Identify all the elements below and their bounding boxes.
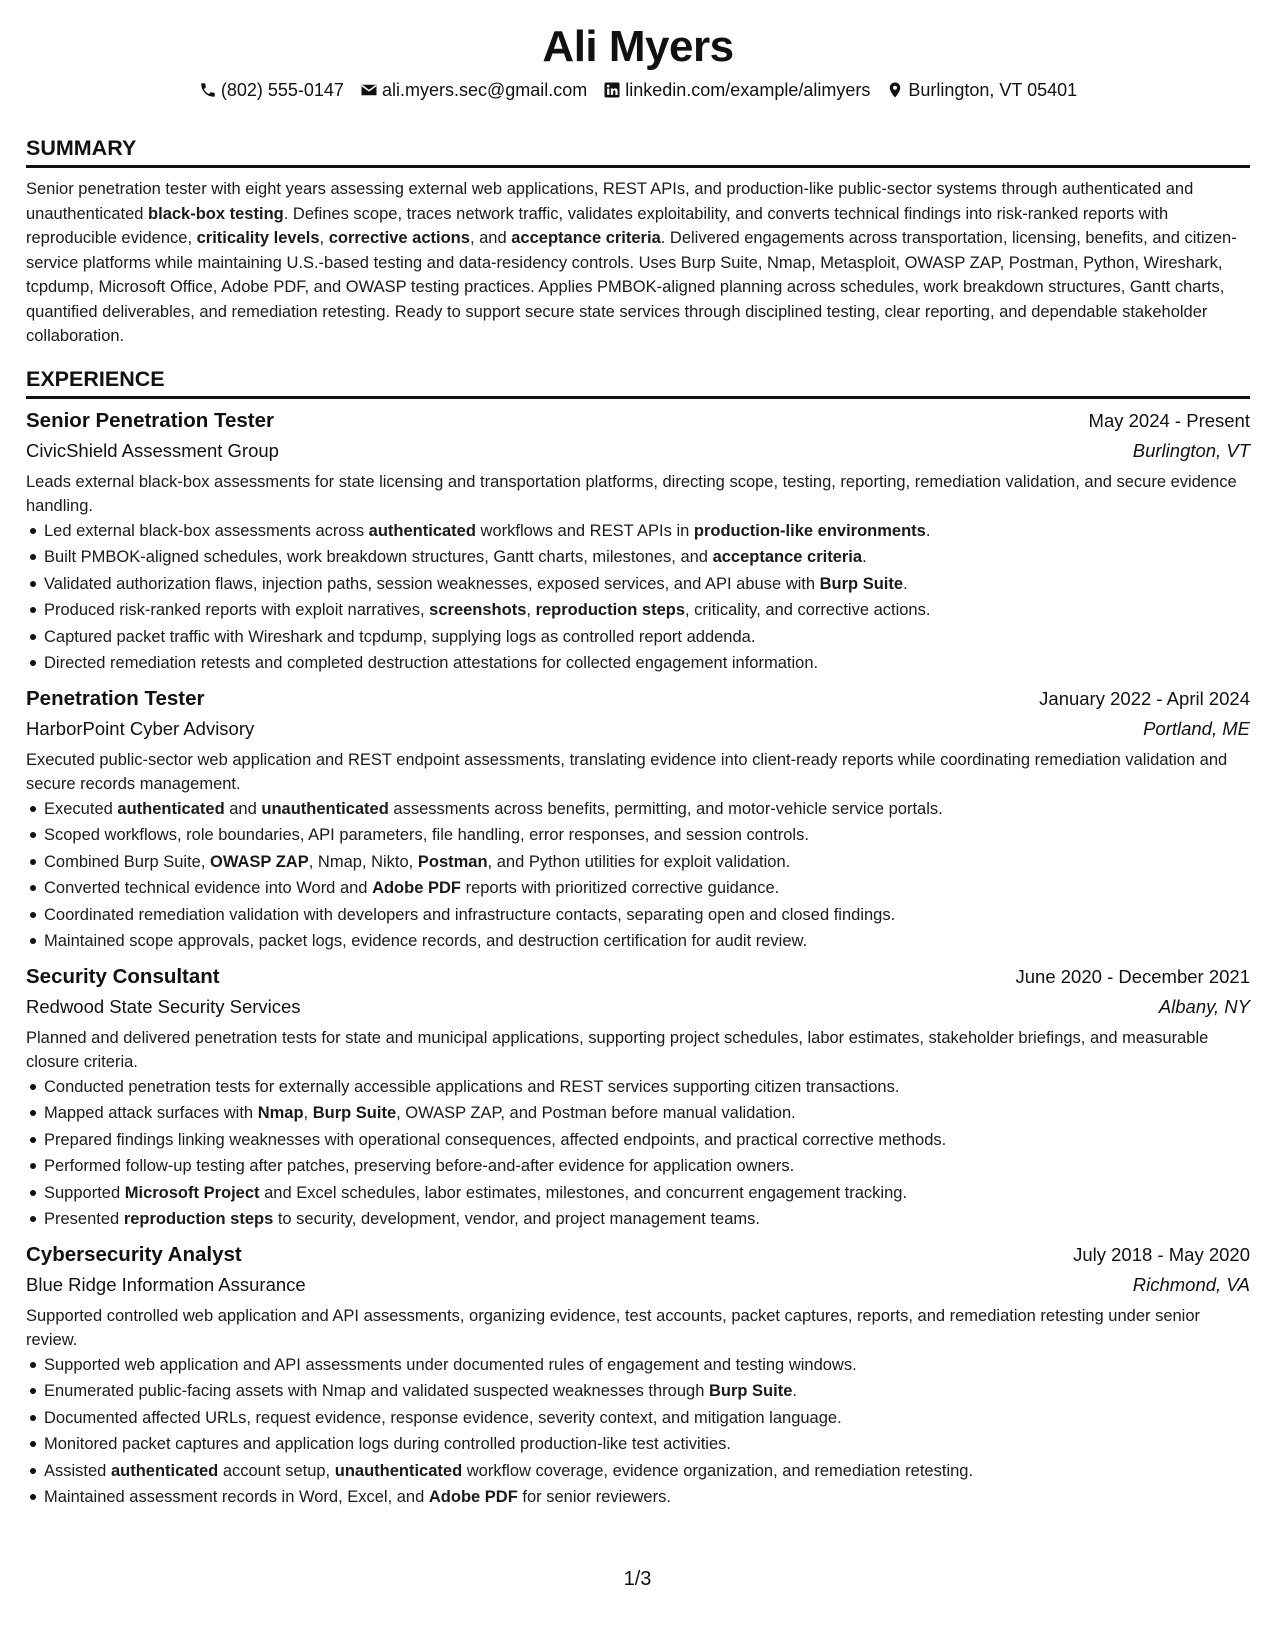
text-run: reports with prioritized corrective guidance.	[460, 879, 780, 897]
bold-text: Burp Suite	[708, 1382, 793, 1400]
job-location: Albany, NY	[1158, 995, 1250, 1017]
text-run: Captured packet traffic with Wireshark and tcpdump, supplying logs as controlled report addenda.	[44, 627, 756, 646]
bullet-item	[44, 1180, 1250, 1207]
bullet-item	[44, 796, 1250, 823]
text-run: workflow coverage, evidence organization, and remediation retesting.	[462, 1461, 974, 1480]
contact-linkedin[interactable]	[603, 78, 870, 102]
job-dates: June 2020 - December 2021	[1015, 965, 1250, 987]
text-run: workflows and REST APIs in	[475, 521, 694, 540]
job-title: Cybersecurity Analyst	[26, 1242, 242, 1266]
job-company-row	[26, 1270, 1250, 1300]
job-entry	[26, 684, 1250, 955]
bold-text: OWASP ZAP	[210, 852, 309, 871]
job-description: Executed public-sector web application and REST endpoint assessments, translating evidence into client-ready reports while coordinating remediation validation and secure records management.	[26, 750, 1228, 793]
bullet-item	[44, 1484, 1250, 1511]
text-run: Monitored packet captures and application logs during controlled production-like test activities.	[44, 1435, 731, 1453]
bold-text: reproduction steps	[123, 1210, 274, 1228]
text-run: Senior penetration tester with eight years assessing external web applications, REST APIs, and production-like public-sector systems through authenticated and unauthenticated	[26, 180, 1194, 223]
job-company-row	[26, 436, 1250, 466]
job-header	[26, 962, 1250, 992]
location-text: Burlington, VT 05401	[908, 80, 1078, 100]
text-run: Assisted	[44, 1461, 111, 1480]
bullet-item	[44, 1405, 1250, 1432]
bold-text: Burp Suite	[819, 574, 904, 593]
text-run: Maintained assessment records in Word, Excel, and	[44, 1488, 429, 1506]
job-description: Supported controlled web application and API assessments, organizing evidence, test accounts, packet captures, reports, and remediation retesting under senior review.	[26, 1306, 1201, 1349]
text-run: Conducted penetration tests for externally accessible applications and REST services supporting citizen transactions.	[44, 1077, 900, 1096]
text-run: Converted technical evidence into Word and	[44, 879, 373, 897]
envelope-icon	[360, 81, 378, 99]
job-title: Penetration Tester	[26, 686, 205, 710]
bullet-item	[44, 822, 1250, 849]
text-run: Supported web application and API assessments under documented rules of engagement and testing windows.	[44, 1355, 857, 1374]
resume-content	[26, 18, 1250, 1511]
job-company: Redwood State Security Services	[26, 995, 301, 1017]
text-run: to security, development, vendor, and project management teams.	[273, 1210, 760, 1228]
bold-text: black-box testing	[148, 204, 284, 223]
bullet-item	[44, 544, 1250, 571]
text-run: Led external black-box assessments across	[44, 521, 369, 540]
linkedin-text: linkedin.com/example/alimyers	[625, 80, 871, 100]
text-run: ,	[526, 601, 536, 619]
bullet-item	[44, 571, 1250, 598]
job-title: Security Consultant	[26, 964, 220, 988]
bold-text: unauthenticated	[261, 799, 389, 818]
job-company-row	[26, 992, 1250, 1022]
bullet-item	[44, 518, 1250, 545]
bold-text: acceptance criteria	[511, 229, 661, 247]
bullet-item	[44, 902, 1250, 929]
bold-text: Postman	[417, 852, 488, 871]
text-run: Coordinated remediation validation with developers and infrastructure contacts, separating open and closed findings.	[44, 905, 896, 924]
text-run: Supported	[44, 1183, 125, 1202]
summary-heading: SUMMARY	[26, 134, 1250, 168]
phone-icon	[199, 81, 217, 99]
text-run: Prepared findings linking weaknesses with operational consequences, affected endpoints, and practical corrective methods.	[44, 1130, 947, 1149]
job-company: CivicShield Assessment Group	[26, 439, 279, 461]
map-pin-icon	[886, 81, 904, 99]
text-run: and	[224, 799, 262, 818]
bold-text: unauthenticated	[334, 1461, 463, 1480]
bold-text: reproduction steps	[535, 601, 685, 619]
bullet-item	[44, 1352, 1250, 1379]
job-entry	[26, 1240, 1250, 1511]
bullet-item	[44, 1127, 1250, 1154]
job-company-row	[26, 714, 1250, 744]
bold-text: Adobe PDF	[428, 1488, 518, 1506]
text-run: for senior reviewers.	[517, 1488, 671, 1506]
bold-text: authenticated	[117, 799, 225, 818]
text-run: .	[925, 521, 931, 540]
job-location: Burlington, VT	[1132, 439, 1250, 461]
bold-text: Adobe PDF	[372, 879, 461, 897]
bullet-item	[44, 875, 1250, 902]
candidate-name: Ali Myers	[542, 22, 734, 71]
bold-text: screenshots	[429, 601, 527, 619]
job-header	[26, 406, 1250, 436]
text-run: Documented affected URLs, request evidence, response evidence, severity context, and mitigation language.	[44, 1408, 842, 1427]
bullet-item	[44, 928, 1250, 955]
bold-text: corrective actions	[328, 229, 470, 247]
text-run: Presented	[44, 1210, 124, 1228]
job-company: Blue Ridge Information Assurance	[26, 1273, 306, 1295]
text-run: Validated authorization flaws, injection paths, session weaknesses, exposed services, and API abuse with	[44, 574, 820, 593]
bullet-item	[44, 1431, 1250, 1458]
linkedin-icon	[603, 81, 621, 99]
text-run: ,	[319, 229, 329, 247]
text-run: Directed remediation retests and completed destruction attestations for collected engagement information.	[44, 654, 819, 672]
bullet-item	[44, 597, 1250, 624]
email-text: ali.myers.sec@gmail.com	[381, 80, 588, 100]
text-run: . Delivered engagements across transportation, licensing, benefits, and citizen-service platforms while maintaining U.S.-based testing and data-residency controls. Uses Burp Suite, Nmap, Metasploit, OWASP ZAP, Postman, Python, Wireshark, tcpdump, Microsoft Office, Adobe PDF, and OWASP testing practices. Applies PMBOK-aligned planning across schedules, work breakdown structures, Gantt charts, quantified deliverables, and remediation retesting. Ready to support secure state services through disciplined testing, clear reporting, and dependable stakeholder collaboration.	[26, 229, 1237, 345]
text-run: and Excel schedules, labor estimates, milestones, and concurrent engagement tracking.	[259, 1183, 908, 1202]
bold-text: Microsoft Project	[124, 1183, 260, 1202]
phone-text: (802) 555-0147	[220, 80, 344, 100]
bullet-item	[44, 624, 1250, 651]
job-bullets	[26, 518, 1250, 677]
bullet-item	[44, 1206, 1250, 1233]
job-header	[26, 1240, 1250, 1270]
page-number: 1/3	[623, 1568, 652, 1590]
bullet-item	[44, 849, 1250, 876]
text-run: .	[862, 548, 867, 566]
text-run: account setup,	[218, 1461, 335, 1480]
text-run: , and Python utilities for exploit validation.	[487, 852, 791, 871]
text-run: assessments across benefits, permitting, and motor-vehicle service portals.	[388, 799, 943, 818]
job-bullets	[26, 796, 1250, 955]
job-entry	[26, 962, 1250, 1233]
contact-location	[886, 78, 1077, 102]
text-run: ,	[303, 1104, 313, 1122]
text-run: Enumerated public-facing assets with Nmap and validated suspected weaknesses through	[44, 1382, 709, 1400]
job-header	[26, 684, 1250, 714]
summary-text	[26, 177, 1250, 349]
bold-text: criticality levels	[196, 229, 320, 247]
job-dates: May 2024 - Present	[1088, 409, 1250, 431]
bullet-item	[44, 1458, 1250, 1485]
bullet-item	[44, 1074, 1250, 1101]
bullet-item	[44, 1153, 1250, 1180]
contact-email[interactable]	[360, 78, 587, 102]
bold-text: authenticated	[110, 1461, 219, 1480]
text-run: .	[903, 574, 908, 593]
bold-text: production-like environments	[693, 521, 926, 540]
text-run: Maintained scope approvals, packet logs, evidence records, and destruction certification for audit review.	[44, 932, 808, 950]
text-run: .	[792, 1382, 797, 1400]
job-location: Richmond, VA	[1132, 1273, 1250, 1295]
text-run: . Defines scope, traces network traffic, validates exploitability, and converts technical findings into risk-ranked reports with reproducible evidence,	[26, 204, 1169, 247]
text-run: Mapped attack surfaces with	[44, 1104, 258, 1122]
bold-text: authenticated	[368, 521, 476, 540]
job-dates: January 2022 - April 2024	[1039, 687, 1250, 709]
experience-list	[26, 406, 1250, 1511]
contact-phone[interactable]	[199, 78, 344, 102]
bullet-item	[44, 1378, 1250, 1405]
text-run: Executed	[44, 799, 118, 818]
job-title: Senior Penetration Tester	[26, 408, 274, 432]
text-run: , OWASP ZAP, and Postman before manual validation.	[396, 1104, 796, 1122]
job-bullets	[26, 1352, 1250, 1511]
job-entry	[26, 406, 1250, 677]
text-run: , Nmap, Nikto,	[308, 852, 418, 871]
job-dates: July 2018 - May 2020	[1073, 1243, 1250, 1265]
bold-text: Nmap	[257, 1104, 304, 1122]
text-run: Scoped workflows, role boundaries, API parameters, file handling, error responses, and session controls.	[44, 826, 809, 844]
text-run: Performed follow-up testing after patches, preserving before-and-after evidence for application owners.	[44, 1157, 795, 1175]
experience-heading: EXPERIENCE	[26, 365, 1250, 399]
text-run: Built PMBOK-aligned schedules, work breakdown structures, Gantt charts, milestones, and	[44, 548, 713, 566]
job-location: Portland, ME	[1143, 717, 1250, 739]
bullet-item	[44, 650, 1250, 677]
text-run: , and	[469, 229, 512, 247]
job-description: Leads external black-box assessments for state licensing and transportation platforms, directing scope, testing, reporting, remediation validation, and secure evidence handling.	[26, 472, 1237, 515]
text-run: , criticality, and corrective actions.	[685, 601, 931, 619]
bold-text: Burp Suite	[312, 1104, 397, 1122]
bullet-item	[44, 1100, 1250, 1127]
job-company: HarborPoint Cyber Advisory	[26, 717, 255, 739]
bold-text: acceptance criteria	[712, 548, 863, 566]
text-run: Combined Burp Suite,	[44, 852, 211, 871]
text-run: Produced risk-ranked reports with exploit narratives,	[44, 601, 430, 619]
contact-bar	[26, 78, 1250, 102]
job-bullets	[26, 1074, 1250, 1233]
job-description: Planned and delivered penetration tests for state and municipal applications, supporting project schedules, labor estimates, stakeholder briefings, and measurable closure criteria.	[26, 1028, 1209, 1071]
